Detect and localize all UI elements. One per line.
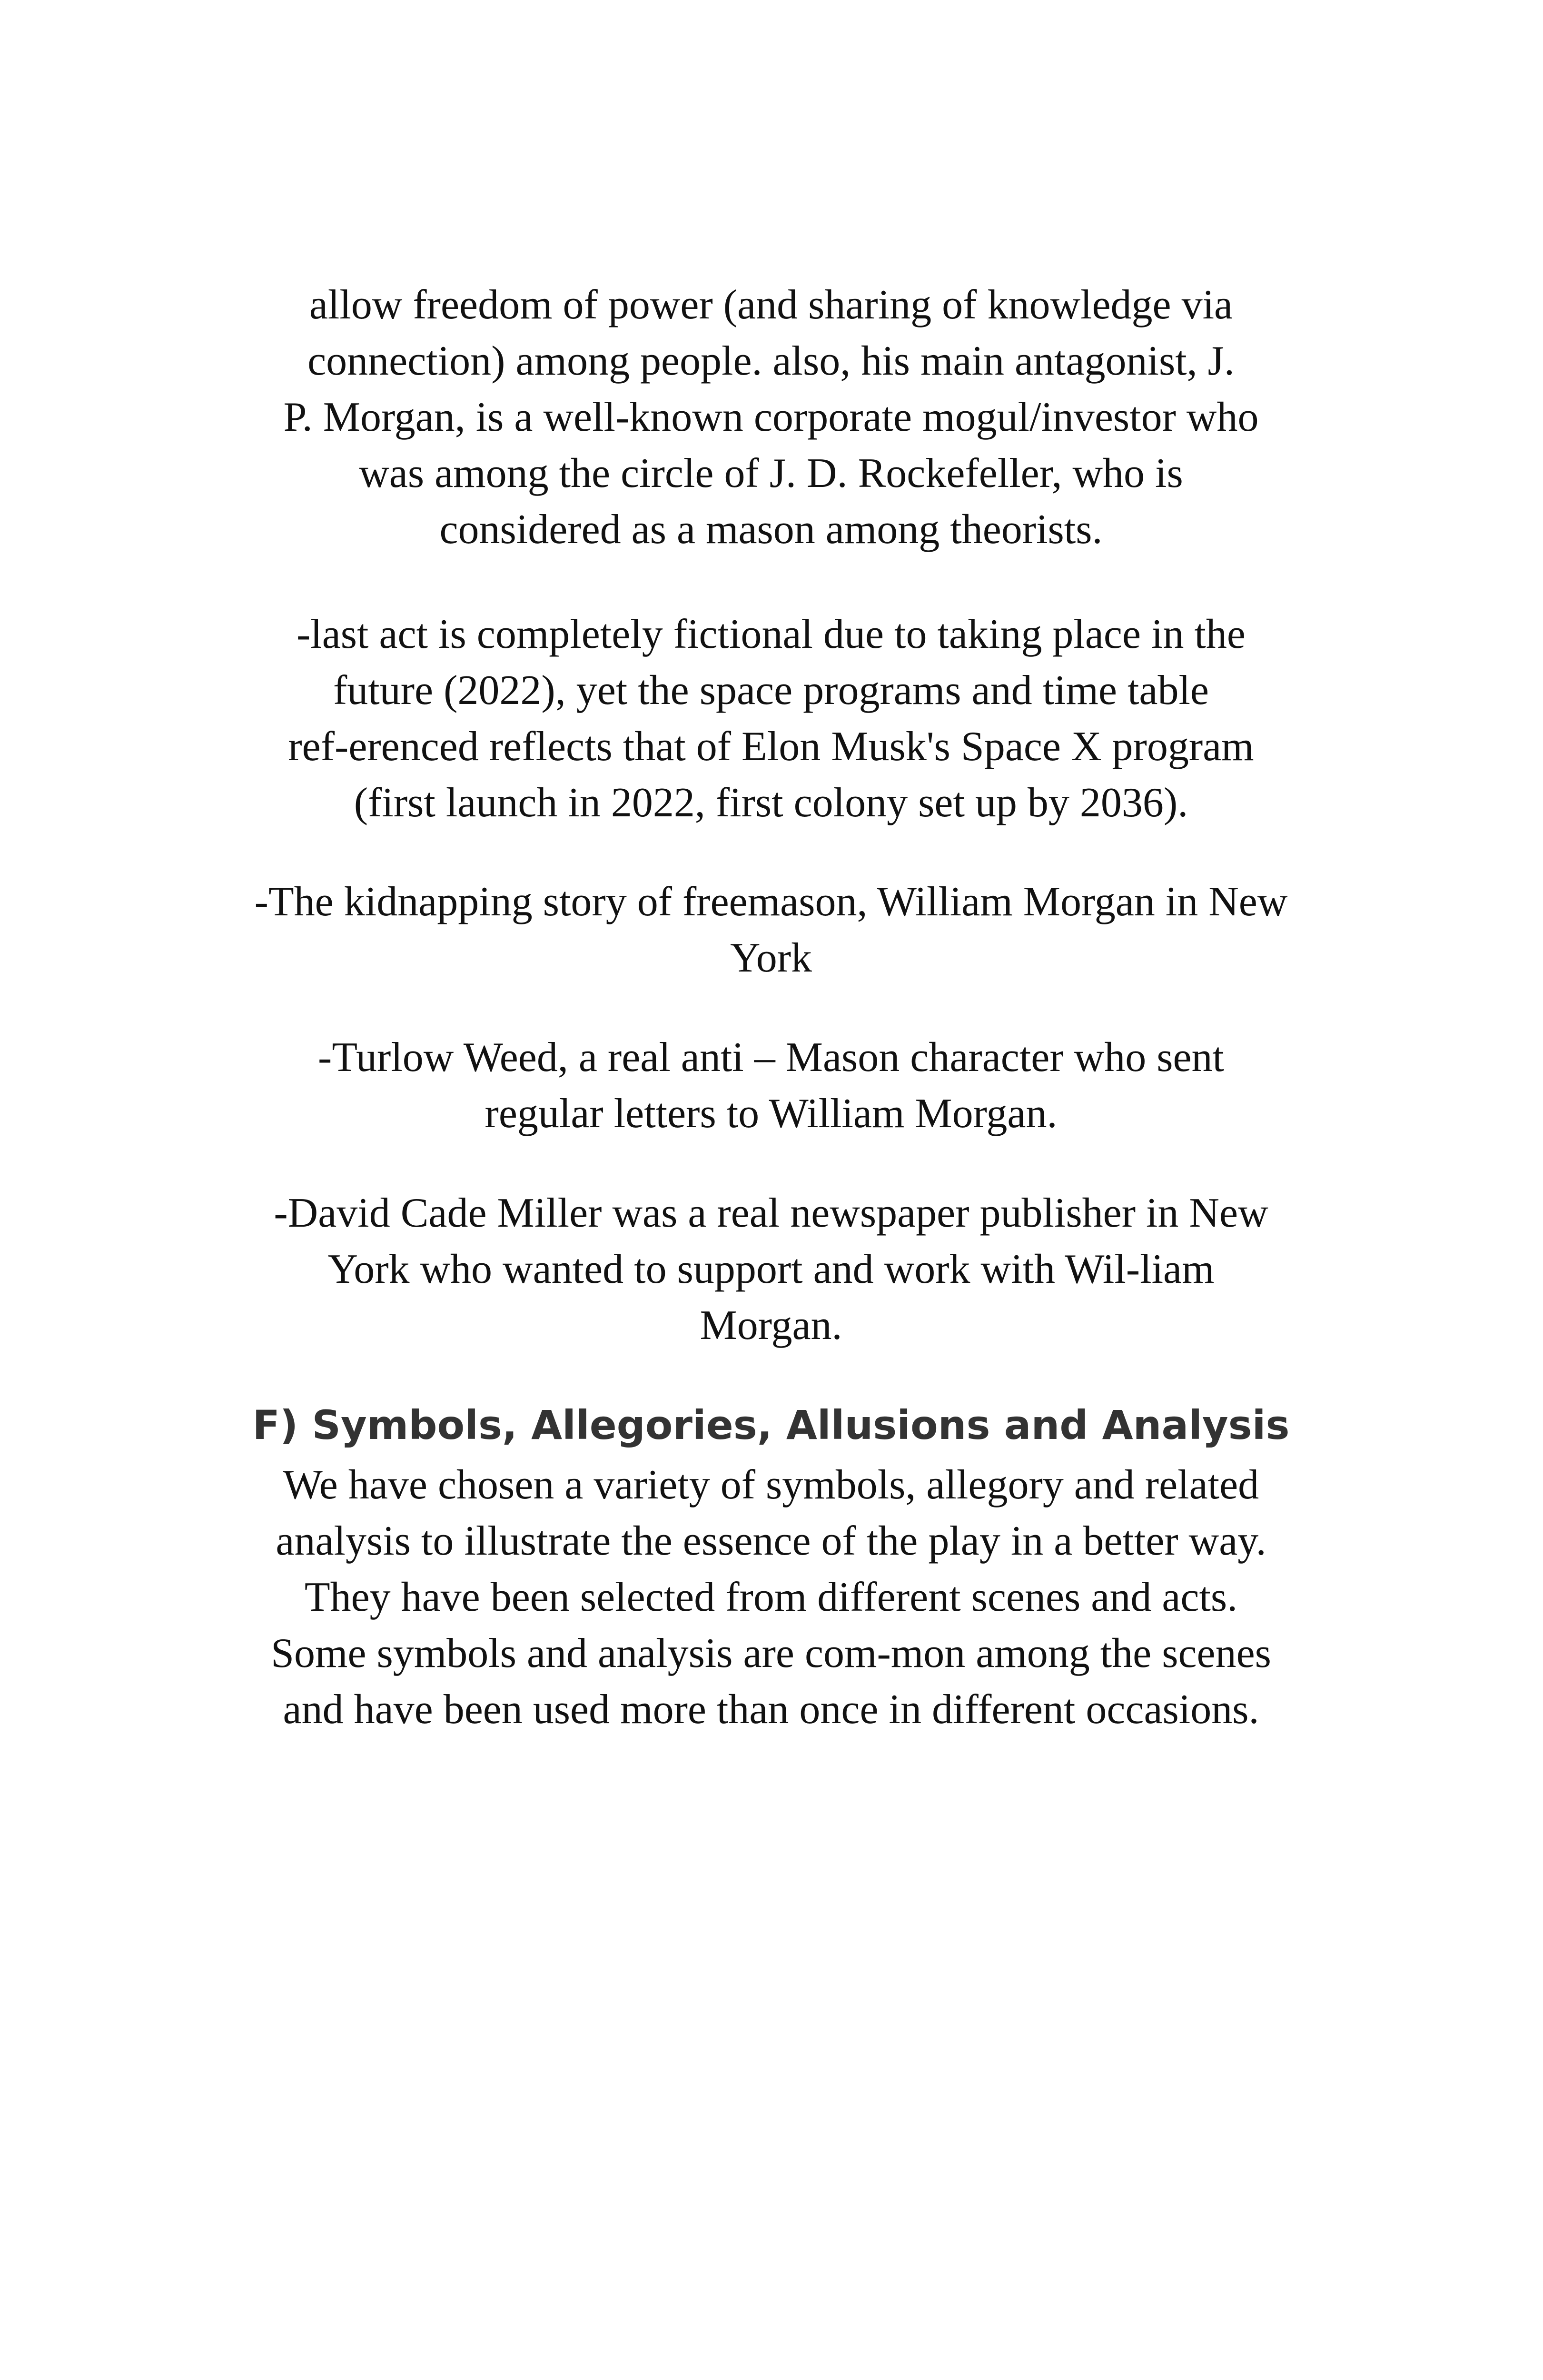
text-line: considered as a mason among theorists.: [439, 506, 1103, 553]
text-line: -last act is completely fictional due to taking place in the: [296, 611, 1246, 657]
text-line: York: [730, 935, 812, 981]
paragraph-last-act: [209, 606, 1333, 831]
section-heading: F) Symbols, Allegories, Allusions and Analysis: [252, 1402, 1290, 1448]
paragraph-turlow-weed: [209, 1030, 1333, 1142]
text-line: and have been used more than once in different occasions.: [283, 1686, 1259, 1733]
text-line: (first launch in 2022, first colony set up by 2036).: [354, 780, 1188, 826]
text-line: York who wanted to support and work with Wil-liam: [327, 1246, 1215, 1292]
text-line: future (2022), yet the space programs and time table: [333, 667, 1209, 714]
text-line: was among the circle of J. D. Rockefeller, who is: [359, 450, 1183, 496]
text-line: Morgan.: [700, 1302, 842, 1349]
text-line: connection) among people. also, his main antagonist, J.: [307, 338, 1235, 384]
text-line: -David Cade Miller was a real newspaper publisher in New: [274, 1190, 1268, 1236]
text-line: analysis to illustrate the essence of the play in a better way.: [276, 1518, 1266, 1564]
paragraph-david-cade-miller: [209, 1185, 1333, 1354]
paragraph-kidnapping-story: [209, 874, 1333, 986]
paragraph-symbols-intro: [209, 1457, 1333, 1738]
text-line: We have chosen a variety of symbols, allegory and related: [283, 1462, 1259, 1508]
text-line: P. Morgan, is a well-known corporate mogul/investor who: [283, 394, 1259, 440]
text-line: -The kidnapping story of freemason, William Morgan in New: [254, 879, 1288, 925]
paragraph-morgan-antagonist: [209, 277, 1333, 558]
text-line: -Turlow Weed, a real anti – Mason character who sent: [318, 1034, 1224, 1081]
text-line: ref-erenced reflects that of Elon Musk's Space X program: [288, 724, 1254, 770]
text-line: They have been selected from different scenes and acts.: [304, 1574, 1238, 1620]
text-line: regular letters to William Morgan.: [485, 1091, 1058, 1137]
text-line: allow freedom of power (and sharing of knowledge via: [309, 282, 1233, 328]
text-line: Some symbols and analysis are com-mon among the scenes: [271, 1630, 1271, 1676]
